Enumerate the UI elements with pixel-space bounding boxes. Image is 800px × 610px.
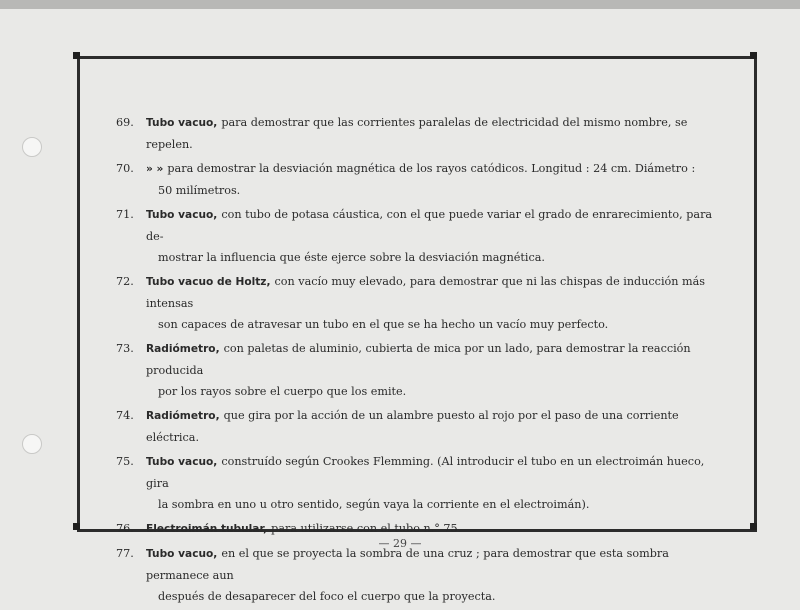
entry-title: Tubo vacuo,: [146, 209, 218, 221]
entry-text: [146, 158, 730, 201]
entry-description-continued: mostrar la influencia que éste ejerce sobre la desviación magnética.: [158, 251, 545, 264]
entry-title: » »: [146, 163, 164, 175]
entry-title: Tubo vacuo,: [146, 548, 218, 560]
entry-title: Tubo vacuo,: [146, 456, 218, 468]
entry-title: Tubo vacuo,: [146, 117, 218, 129]
entry-text: [146, 112, 730, 155]
entry-text: [146, 204, 730, 268]
entry-description: para utilizarse con el tubo n.° 75.: [271, 522, 462, 535]
entry-number: 69.: [116, 116, 134, 129]
entry-number: 70.: [116, 162, 134, 175]
entry-description: para demostrar la desviación magnética de los rayos catódicos. Longitud : 24 cm. Diámetro :: [167, 162, 696, 175]
entry-description-continued: la sombra en uno u otro sentido, según vaya la corriente en el electroimán).: [158, 498, 590, 511]
entry-text: [146, 405, 730, 448]
entry-number: 73.: [116, 342, 134, 355]
catalog-entry: [100, 543, 730, 607]
punch-hole-top: [22, 137, 42, 157]
entry-description: con vacío muy elevado, para demostrar que ni las chispas de inducción más intensas: [146, 275, 706, 310]
catalog-entry: [100, 271, 730, 335]
entry-description-continued: son capaces de atravesar un tubo en el que se ha hecho un vacío muy perfecto.: [158, 318, 609, 331]
catalog-entry: [100, 158, 730, 201]
catalog-entry: [100, 451, 730, 515]
punch-hole-bottom: [22, 434, 42, 454]
entry-text: [146, 543, 730, 607]
entry-number: 71.: [116, 208, 134, 221]
entry-title: Radiómetro,: [146, 410, 220, 422]
frame-corner-top-left: [73, 52, 80, 59]
frame-corner-bottom-left: [73, 523, 80, 530]
frame-corner-bottom-right: [750, 523, 757, 530]
catalog-entries: [100, 112, 730, 610]
entry-number: 74.: [116, 409, 134, 422]
catalog-entry: [100, 204, 730, 268]
page-top-edge: [0, 0, 800, 9]
entry-description: con paletas de aluminio, cubierta de mica por un lado, para demostrar la reacción producida: [146, 342, 691, 377]
entry-number: 72.: [116, 275, 134, 288]
catalog-entry: [100, 405, 730, 448]
entry-title: Tubo vacuo de Holtz,: [146, 276, 271, 288]
entry-title: Radiómetro,: [146, 343, 220, 355]
entry-description-continued: por los rayos sobre el cuerpo que los emite.: [158, 385, 407, 398]
entry-description: con tubo de potasa cáustica, con el que puede variar el grado de enrarecimiento, para de-: [146, 208, 713, 243]
entry-number: 76.: [116, 522, 134, 535]
frame-corner-top-right: [750, 52, 757, 59]
entry-text: [146, 338, 730, 402]
entry-description: en el que se proyecta la sombra de una cruz ; para demostrar que esta sombra permanece aun: [146, 547, 669, 582]
entry-description: para demostrar que las corrientes paralelas de electricidad del mismo nombre, se repelen.: [146, 116, 688, 151]
entry-text: [146, 271, 730, 335]
catalog-entry: [100, 112, 730, 155]
entry-title: Electroimán tubular,: [146, 523, 268, 535]
entry-description: que gira por la acción de un alambre puesto al rojo por el paso de una corriente eléctrica.: [146, 409, 679, 444]
entry-number: 77.: [116, 547, 134, 560]
entry-description-continued: 50 milímetros.: [158, 184, 241, 197]
entry-number: 75.: [116, 455, 134, 468]
page-number: — 29 —: [378, 537, 422, 550]
catalog-entry: [100, 338, 730, 402]
entry-description: construído según Crookes Flemming. (Al introducir el tubo en un electroimán hueco, gira: [146, 455, 705, 490]
entry-text: [146, 451, 730, 515]
entry-description-continued: después de desaparecer del foco el cuerpo que la proyecta.: [158, 590, 496, 603]
